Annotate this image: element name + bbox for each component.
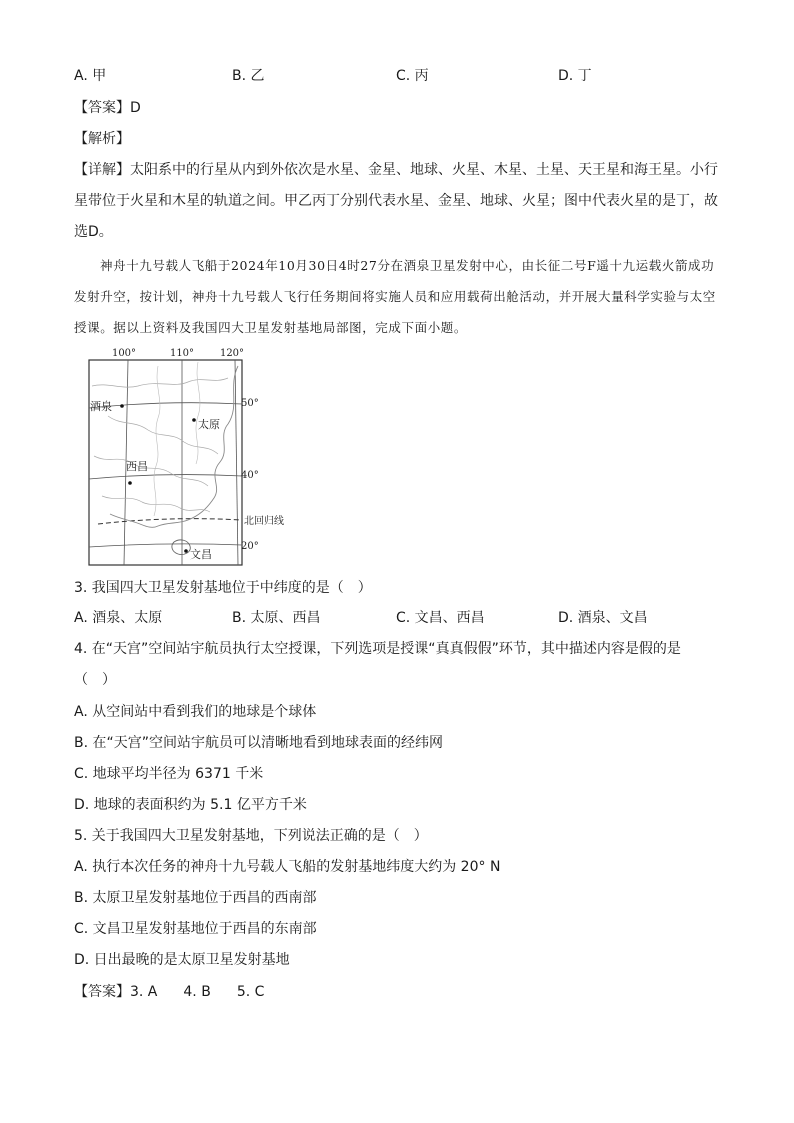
lon-label-120: 120°	[219, 348, 245, 359]
lat-label-20: 20°	[241, 541, 259, 552]
q4-option-c: C. 地球平均半径为 6371 千米	[74, 766, 264, 782]
lon-label-100: 100°	[111, 348, 137, 359]
tropic-label: 北回归线	[244, 516, 284, 527]
lat-label-40: 40°	[241, 470, 259, 481]
material-paragraph: 神舟十九号载人飞船于2024年10月30日4时27分在酒泉卫星发射中心，由长征二号F遥十九运载火箭成功发射升空，按计划，神舟十九号载人飞行任务期间将实施人员和应用载荷出舱活动，并开展大量科学实验与太空授课。据以上资料及我国四大卫星发射基地局部图，完成下面小题。	[74, 258, 716, 335]
meridian-120	[235, 360, 238, 565]
city-label-jiuquan: 酒泉	[90, 400, 112, 413]
border-line	[154, 366, 160, 516]
q5-option-d: D. 日出最晚的是太原卫星发射基地	[74, 952, 290, 968]
launch-sites-map	[88, 346, 298, 568]
parallel-20	[89, 544, 242, 547]
q3-option-b: B. 太原、西昌	[232, 610, 321, 626]
q3-option-a: A. 酒泉、太原	[74, 610, 163, 626]
lat-label-50: 50°	[241, 398, 259, 409]
border-line	[196, 362, 200, 464]
analysis-label: 【解析】	[74, 131, 130, 147]
city-label-xichang: 西昌	[126, 460, 148, 473]
detail-text: 太阳系中的行星从内到外依次是水星、金星、地球、火星、木星、土星、天王星和海王星。小行星带位于火星和木星的轨道之间。甲乙丙丁分别代表水星、金星、地球、火星；图中代表火星的是丁，故选D。	[74, 162, 718, 240]
city-dot-xichang	[128, 481, 132, 485]
q3-option-c: C. 文昌、西昌	[396, 610, 485, 626]
answer2-q5: 5. C	[236, 984, 265, 1000]
q5-option-a: A. 执行本次任务的神舟十九号载人飞船的发射基地纬度大约为 20° N	[74, 859, 501, 875]
option-d: D. 丁	[558, 68, 592, 84]
coastline	[110, 366, 238, 527]
option-a: A. 甲	[74, 68, 107, 84]
city-label-taiyuan: 太原	[198, 418, 220, 431]
border-line	[92, 378, 228, 387]
answer-value: D	[130, 100, 141, 116]
q5-stem: 5. 关于我国四大卫星发射基地，下列说法正确的是（ ）	[74, 828, 428, 844]
hainan-island	[172, 540, 190, 555]
q5-option-c: C. 文昌卫星发射基地位于西昌的东南部	[74, 921, 317, 937]
city-dot-jiuquan	[120, 404, 124, 408]
border-line	[94, 456, 208, 486]
city-dot-taiyuan	[192, 418, 196, 422]
option-b: B. 乙	[232, 68, 265, 84]
q4-option-a: A. 从空间站中看到我们的地球是个球体	[74, 704, 317, 720]
q3-option-d: D. 酒泉、文昌	[558, 610, 648, 626]
detail-paragraph	[74, 155, 722, 248]
q3-stem: 3. 我国四大卫星发射基地位于中纬度的是（ ）	[74, 580, 372, 596]
city-dot-wenchang	[184, 549, 188, 553]
parallel-40	[89, 475, 242, 479]
option-c: C. 丙	[396, 68, 429, 84]
detail-label: 【详解】	[74, 162, 130, 178]
answer-label: 【答案】	[74, 100, 130, 116]
answer2-q3: 3. A	[130, 984, 158, 1000]
q4-option-d: D. 地球的表面积约为 5.1 亿平方千米	[74, 797, 307, 813]
q4-option-b: B. 在“天宫”空间站宇航员可以清晰地看到地球表面的经纬网	[74, 735, 444, 751]
answer-line	[74, 98, 141, 118]
answer2-q4: 4. B	[183, 984, 211, 1000]
city-label-wenchang: 文昌	[190, 548, 212, 561]
lon-label-110: 110°	[169, 348, 195, 359]
answer2-label: 【答案】	[74, 984, 130, 1000]
q5-option-b: B. 太原卫星发射基地位于西昌的西南部	[74, 890, 317, 906]
q4-stem-cont: （ ）	[74, 672, 116, 688]
q4-stem: 4. 在“天宫”空间站宇航员执行太空授课，下列选项是授课“真真假假”环节，其中描述内容是假的是	[74, 641, 681, 657]
answer2-line	[74, 982, 264, 1002]
